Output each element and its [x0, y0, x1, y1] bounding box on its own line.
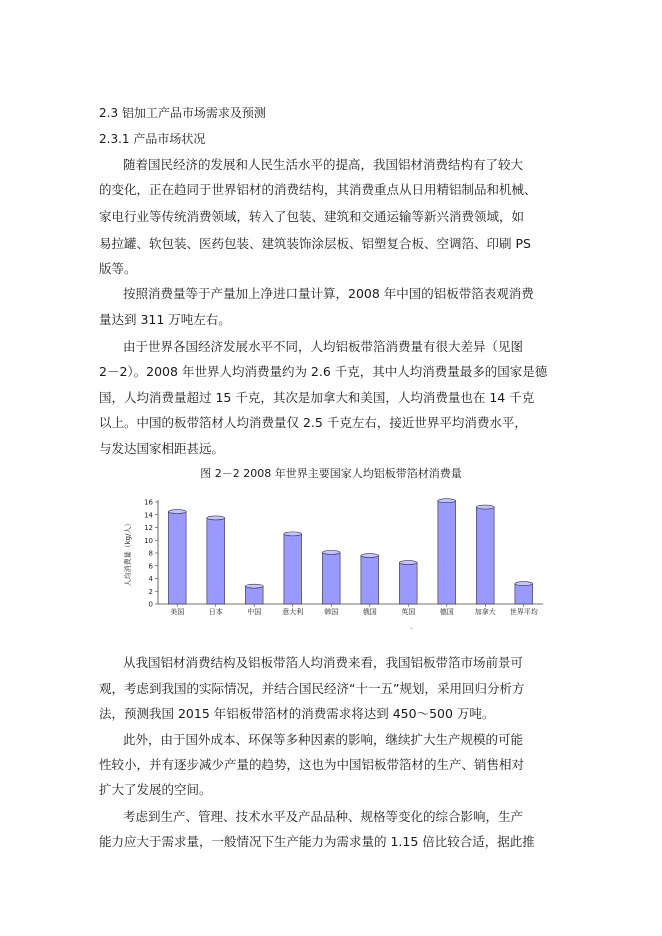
- text-line: 以上。中国的板带箔材人均消费量仅 2.5 千克左右，接近世界平均消费水平，: [99, 415, 527, 430]
- bar-德国: [438, 501, 456, 604]
- bar-意大利: [284, 534, 302, 604]
- text-line: 易拉罐、软包装、医药包装、建筑装饰涂层板、铝塑复合板、空调箔、印刷 PS: [99, 236, 531, 251]
- text-line: 此外，由于国外成本、环保等多种因素的影响，继续扩大生产规模的可能: [123, 732, 524, 747]
- text-line: 量达到 311 万吨左右。: [99, 312, 231, 327]
- bar-top-加拿大: [476, 505, 494, 509]
- text-line: 的变化，正在趋同于世界铝材的消费结构，其消费重点从日用精铝制品和机械、: [99, 182, 537, 197]
- bar-世界平均: [515, 584, 533, 604]
- chart-dot: .: [410, 622, 413, 631]
- text-line: 2－2）。2008 年世界人均消费量约为 2.6 千克，其中人均消费量最多的国家是德: [99, 364, 548, 379]
- bar-top-韩国: [322, 550, 340, 554]
- text-line: 考虑到生产、管理、技术水平及产品品种、规格等变化的综合影响，生产: [123, 809, 524, 824]
- x-tick-label: 美国: [170, 608, 185, 616]
- text-line: 能力应大于需求量，一般情况下生产能力为需求量的 1.15 倍比较合适，据此推: [99, 834, 535, 849]
- text-line: 随着国民经济的发展和人民生活水平的提高，我国铝材消费结构有了较大: [123, 157, 524, 172]
- subsection-heading: 2.3.1 产品市场状况: [99, 132, 206, 146]
- y-tick-label: 10: [144, 536, 153, 545]
- y-tick-label: 4: [148, 575, 153, 583]
- text-line: 国，人均消费量超过 15 千克，其次是加拿大和美国，人均消费量也在 14 千克: [99, 390, 535, 405]
- text-line: 法，预测我国 2015 年铝板带箔材的消费需求将达到 450～500 万吨。: [99, 706, 495, 721]
- y-tick-label: 14: [144, 511, 153, 520]
- text-line: 观，考虑到我国的实际情况，并结合国民经济“十一五”规划，采用回归分析方: [99, 681, 525, 696]
- bar-韩国: [322, 552, 340, 604]
- x-tick-label: 世界平均: [509, 608, 538, 616]
- y-tick-label: 6: [148, 562, 153, 571]
- x-tick-label: 加拿大: [474, 608, 496, 616]
- bar-top-俄国: [361, 554, 379, 558]
- bar-美国: [168, 512, 186, 604]
- bar-top-美国: [168, 510, 186, 514]
- text-line: 与发达国家相距甚远。: [99, 441, 225, 456]
- x-tick-label: 英国: [401, 608, 416, 616]
- x-tick-label: 俄国: [362, 608, 377, 616]
- x-tick-label: 德国: [439, 608, 454, 616]
- y-tick-label: 16: [144, 498, 153, 507]
- x-tick-label: 意大利: [282, 608, 304, 616]
- bar-top-日本: [207, 516, 225, 520]
- bar-日本: [207, 518, 225, 604]
- y-axis-title: 人均消费量（kg/人）: [124, 519, 132, 587]
- text-line: 版等。: [99, 261, 137, 276]
- text-line: 按照消费量等于产量加上净进口量计算，2008 年中国的铝板带箔表观消费: [123, 286, 534, 301]
- x-tick-label: 中国: [247, 608, 262, 616]
- text-line: 从我国铝材消费结构及铝板带箔人均消费来看，我国铝板带箔市场前景可: [123, 655, 524, 670]
- x-tick-label: 日本: [208, 608, 223, 616]
- bar-俄国: [361, 556, 379, 604]
- section-heading: 2.3 铝加工产品市场需求及预测: [99, 106, 266, 120]
- y-tick-label: 12: [144, 524, 153, 532]
- text-line: 由于世界各国经济发展水平不同，人均铝板带箔消费量有很大差异（见图: [123, 339, 524, 354]
- y-tick-label: 2: [148, 587, 153, 596]
- bar-加拿大: [476, 507, 494, 604]
- y-tick-label: 8: [148, 549, 153, 558]
- bar-top-中国: [245, 584, 263, 588]
- bar-中国: [245, 586, 263, 604]
- bar-top-德国: [438, 499, 456, 503]
- bar-top-世界平均: [515, 582, 533, 586]
- text-line: 性较小，并有逐步减少产量的趋势，这也为中国铝板带箔材的生产、销售相对: [99, 757, 525, 772]
- bar-chart: [118, 492, 558, 622]
- bar-top-英国: [399, 561, 417, 565]
- bar-top-意大利: [284, 532, 302, 536]
- x-tick-label: 韩国: [324, 608, 339, 616]
- text-line: 扩大了发展的空间。: [99, 782, 212, 797]
- y-tick-label: 0: [148, 600, 153, 609]
- bar-英国: [399, 563, 417, 604]
- figure-caption: 图 2－2 2008 年世界主要国家人均铝板带箔材消费量: [200, 467, 462, 480]
- text-line: 家电行业等传统消费领域，转入了包装、建筑和交通运输等新兴消费领域，如: [99, 209, 525, 224]
